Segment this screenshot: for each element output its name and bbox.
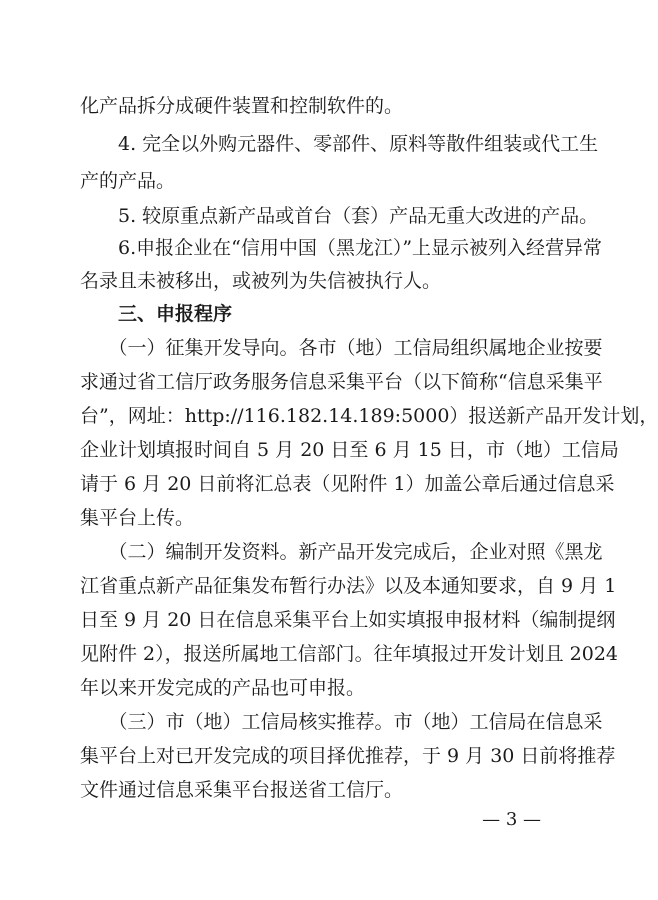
text-line: 文件通过信息采集平台报送省工信厅。 <box>80 779 404 801</box>
text-line: 集平台上传。 <box>80 507 195 529</box>
text-line: 产的产品。 <box>80 170 176 192</box>
text-line: （二）编制开发资料。新产品开发完成后，企业对照《黑龙 <box>80 541 603 563</box>
text-line: 5. 较原重点新产品或首台（套）产品无重大改进的产品。 <box>80 205 599 227</box>
text-line: （三）市（地）工信局核实推荐。市（地）工信局在信息采 <box>80 711 603 733</box>
page-number: — 3 — <box>482 809 541 830</box>
text-line: 化产品拆分成硬件装置和控制软件的。 <box>80 95 404 117</box>
text-line: （一）征集开发导向。各市（地）工信局组织属地企业按要 <box>80 337 603 359</box>
text-line: 求通过省工信厅政务服务信息采集平台（以下简称“信息采集平 <box>80 371 603 393</box>
text-line: 4. 完全以外购元器件、零部件、原料等散件组装或代工生 <box>80 133 599 155</box>
text-line: 请于 6 月 20 日前将汇总表（见附件 1）加盖公章后通过信息采 <box>80 473 615 495</box>
text-line: 台”，网址：http://116.182.14.189:5000）报送新产品开发计划， <box>80 405 658 427</box>
text-line: 集平台上对已开发完成的项目择优推荐，于 9 月 30 日前将推荐 <box>80 745 616 767</box>
text-line: 企业计划填报时间自 5 月 20 日至 6 月 15 日，市（地）工信局 <box>80 439 619 461</box>
text-line: 年以来开发完成的产品也可申报。 <box>80 677 366 699</box>
text-line: 日至 9 月 20 日在信息采集平台上如实填报申报材料（编制提纲 <box>80 609 616 631</box>
text-line: 见附件 2），报送所属地工信部门。往年填报过开发计划且 2024 <box>80 643 619 665</box>
text-line: 江省重点新产品征集发布暂行办法》以及本通知要求，自 9 月 1 <box>80 575 617 597</box>
section-heading: 三、申报程序 <box>80 303 233 325</box>
text-line: 名录且未被移出，或被列为失信被执行人。 <box>80 270 442 292</box>
text-line: 6.申报企业在“信用中国（黑龙江）”上显示被列入经营异常 <box>80 237 603 259</box>
